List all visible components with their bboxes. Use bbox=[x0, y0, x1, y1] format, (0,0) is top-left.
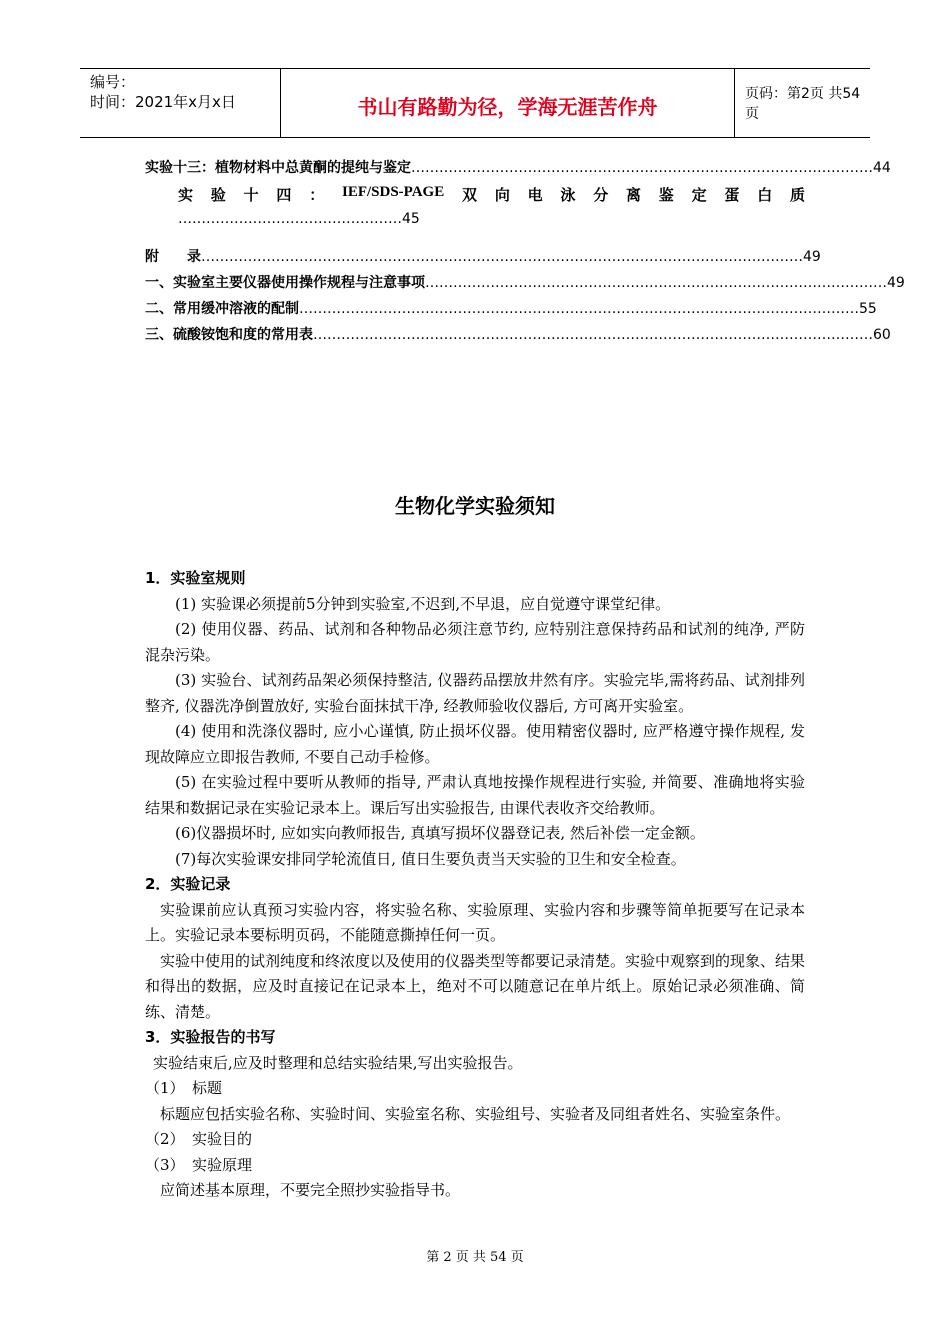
toc-word: ： bbox=[309, 186, 325, 204]
toc-label: 实验十三：植物材料中总黄酮的提纯与鉴定 bbox=[145, 160, 411, 176]
toc-page: 60 bbox=[873, 327, 891, 343]
toc-word: 离 bbox=[626, 186, 642, 204]
list-item: （2） 实验目的 bbox=[145, 1130, 253, 1148]
toc-leader: ………………………………………………………………………………………………………… bbox=[313, 327, 873, 343]
toc-leader: ……………………………………………………………………………………… bbox=[411, 160, 873, 176]
toc-item-14-line2 bbox=[178, 211, 420, 227]
toc-word: 验 bbox=[210, 186, 226, 204]
page-title: 生物化学实验须知 bbox=[395, 494, 555, 518]
toc-page: 49 bbox=[887, 275, 905, 291]
paragraph: 应简述基本原理，不要完全照抄实验指导书。 bbox=[160, 1181, 461, 1199]
header-meta bbox=[80, 69, 280, 137]
page-header bbox=[80, 68, 870, 138]
list-item: （3） 实验原理 bbox=[145, 1155, 253, 1174]
section-heading: 1．实验室规则 bbox=[145, 569, 246, 587]
toc-item bbox=[145, 298, 877, 320]
date-label: 时间：2021年x月x日 bbox=[90, 93, 236, 111]
toc-page: 49 bbox=[803, 249, 821, 265]
paragraph: 实验课前应认真预习实验内容，将实验名称、实验原理、实验内容和步骤等简单扼要写在记录本上。实验记录本要标明页码，不能随意撕掉任何一页。 bbox=[145, 900, 805, 944]
toc-leader: ……………………………………………………………………………………… bbox=[425, 275, 887, 291]
paragraph: (2) 使用仪器、药品、试剂和各种物品必须注意节约, 应特别注意保持药品和试剂的纯净, 严防混杂污染。 bbox=[145, 620, 805, 664]
paragraph: 实验中使用的试剂纯度和终浓度以及使用的仪器类型等都要记录清楚。实验中观察到的现象、结果和得出的数据，应及时直接记在记录本上，绝对不可以随意记在单片纸上。原始记录必须准确、简练、清楚。 bbox=[145, 951, 806, 1021]
toc-word: 鉴 bbox=[658, 186, 674, 204]
toc-item bbox=[145, 324, 891, 346]
toc-word: 分 bbox=[593, 186, 609, 204]
paragraph: 标题应包括实验名称、实验时间、实验室名称、实验组号、实验者及同组者姓名、实验室条件。 bbox=[160, 1104, 791, 1123]
section-heading: 3．实验报告的书写 bbox=[145, 1028, 276, 1046]
toc-page: 55 bbox=[859, 301, 877, 317]
toc-word: 实 bbox=[178, 186, 194, 204]
header-motto: 书山有路勤为径，学海无涯苦作舟 bbox=[280, 69, 735, 137]
toc-item bbox=[145, 246, 821, 268]
body-content bbox=[145, 566, 805, 1204]
paragraph: (4) 使用和洗涤仪器时, 应小心谨慎, 防止损坏仪器。使用精密仪器时, 应严格遵守操作规程, 发现故障应立即报告教师, 不要自己动手检修。 bbox=[145, 722, 805, 766]
toc-leader: ………………………………………………………………………………………………………… bbox=[299, 301, 859, 317]
toc-word: 电 bbox=[527, 186, 543, 204]
serial-label: 编号： bbox=[90, 73, 136, 91]
toc-page: 44 bbox=[873, 160, 891, 176]
toc-leader: ………………………………………………………………………………………………………………… bbox=[201, 249, 803, 265]
toc-word: 向 bbox=[494, 186, 510, 204]
paragraph: (6)仪器损坏时, 应如实向教师报告, 真填写损坏仪器登记表, 然后补偿一定金额。 bbox=[175, 824, 705, 842]
toc-word: 四 bbox=[276, 186, 292, 204]
toc-page: 45 bbox=[402, 211, 420, 227]
toc-leader: ………………………………………… bbox=[178, 211, 402, 227]
toc-label: 附 录 bbox=[145, 249, 201, 265]
toc-word: 十 bbox=[243, 186, 259, 204]
list-item: （1） 标题 bbox=[145, 1079, 223, 1097]
toc-word: IEF/SDS-PAGE bbox=[341, 184, 445, 200]
toc-word: 质 bbox=[789, 186, 805, 204]
toc-word: 泳 bbox=[560, 186, 576, 204]
toc-word: 定 bbox=[691, 186, 707, 204]
paragraph: 实验结束后,应及时整理和总结实验结果,写出实验报告。 bbox=[153, 1053, 523, 1072]
section-heading: 2．实验记录 bbox=[145, 875, 231, 893]
paragraph: (7)每次实验课安排同学轮流值日, 值日生要负责当天实验的卫生和安全检查。 bbox=[175, 849, 686, 868]
toc-word: 双 bbox=[462, 186, 478, 204]
paragraph: (1) 实验课必须提前5分钟到实验室,不迟到,不早退，应自觉遵守课堂纪律。 bbox=[175, 594, 671, 613]
toc-word: 蛋 bbox=[724, 186, 740, 204]
paragraph: (3) 实验台、试剂药品架必须保持整洁, 仪器药品摆放井然有序。实验完毕,需将药品、试剂排列整齐, 仪器洗净倒置放好, 实验台面抹拭干净, 经教师验收仪器后, 方可离开实验室。 bbox=[145, 671, 805, 715]
toc-item bbox=[145, 272, 905, 294]
page-footer: 第 2 页 共 54 页 bbox=[426, 1250, 524, 1265]
header-page-info: 页码：第2页 共54页 bbox=[745, 86, 861, 122]
toc-word: 白 bbox=[757, 186, 773, 204]
toc-item-14-line1 bbox=[178, 184, 805, 205]
toc-label: 二、常用缓冲溶液的配制 bbox=[145, 301, 299, 317]
toc-label: 三、硫酸铵饱和度的常用表 bbox=[145, 327, 313, 343]
paragraph: (5) 在实验过程中要听从教师的指导, 严肃认真地按操作规程进行实验, 并简要、准确地将实验结果和数据记录在实验记录本上。课后写出实验报告, 由课代表收齐交给教师。 bbox=[145, 773, 805, 817]
toc-label: 一、实验室主要仪器使用操作规程与注意事项 bbox=[145, 275, 425, 291]
toc-item bbox=[145, 157, 891, 179]
